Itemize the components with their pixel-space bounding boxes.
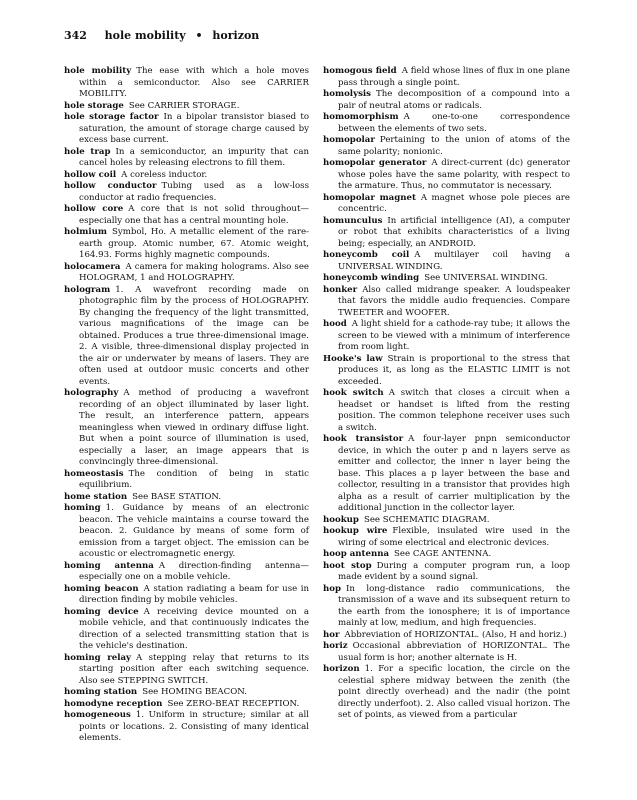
entry-term: hollow conductor [64,181,157,191]
entry-definition: 1. A wavefront recording made on photographic film by the process of HOLOGRAPHY. By changing the frequency of the light transmitted, various magnifications of the image can be obtained. Produces a true three-dimensional image. 2. A visible, three-dimensional display projected in the air or underwater by means of lasers. They are often used at outdoor music concerts and other events. [79,284,309,387]
dictionary-entry [64,561,309,584]
entry-definition: In artificial intelligence (AI), a computer or robot that exhibits characteristics of a living being; especially, an ANDROID. [338,215,570,249]
entry-term: hookup wire [323,526,388,536]
entry-definition: A method of producing a wavefront recording of an object illuminated by laser light. The result, an interference pattern, appears meaningless when viewed in ordinary diffuse light. But when a point source of illumination is used, especially a laser, an image appears that is convincingly three-dimensional. [79,388,309,467]
entry-term: homeostasis [64,468,124,479]
entry-definition: Symbol, Ho. A metallic element of the rare-earth group. Atomic number, 67. Atomic weight, 164.93. Forms highly magnetic compounds. [79,227,309,260]
dictionary-entry [64,710,309,745]
entry-definition: See ZERO-BEAT RECEPTION. [167,698,300,709]
dictionary-entry [64,584,309,607]
dictionary-entry [64,699,309,711]
entry-definition: Also called midrange speaker. A loudspeaker that favors the middle audio frequencies. Compare TWEETER and WOOFER. [338,284,570,318]
entry-term: hollow core [64,204,124,214]
entry-definition: A light shield for a cathode-ray tube; it allows the screen to be viewed with a minimum of interference from room light. [338,319,570,352]
dictionary-entry [323,515,570,527]
entry-definition: During a computer program run, a loop made evident by a sound signal. [338,560,570,582]
dictionary-entry [64,66,309,101]
entry-term: homopolar generator [323,158,427,168]
dictionary-entry [323,526,570,549]
entry-definition: A coreless inductor. [121,169,208,180]
dictionary-entry [323,158,570,193]
entry-definition: The condition of being in static equilibrium. [79,468,309,490]
dictionary-entry [323,584,570,630]
entry-term: hor [323,629,340,640]
entry-definition: A switch that closes a circuit when a headset or handset is lifted from the resting position. The common telephone receiver uses such a switch. [338,388,571,433]
entry-definition: 1. Guidance by means of an electronic beacon. The vehicle maintains a course toward the beacon. 2. Guidance by means of some form of emission from a target object. The emission can be acoustic or electromagnetic energy. [79,503,309,559]
dictionary-entry [64,653,309,688]
right-column [323,66,570,722]
entry-definition: A one-to-one correspondence between the elements of two sets. [338,112,570,134]
header-separator: • [195,29,203,42]
entry-term: honeycomb coil [323,250,410,260]
entry-term: homing station [64,687,138,697]
entry-definition: A core that is not solid throughout—especially one that has a central mounting hole. [79,204,310,226]
entry-term: homing beacon [64,583,139,594]
left-column [64,66,309,745]
dictionary-entry [64,181,309,204]
dictionary-entry [323,561,570,584]
entry-term: hologram [64,284,111,295]
entry-definition: A four-layer pnpn semiconductor device, in which the outer p and n layers serve as emitter and collector, the inner n layer being the base. This places a p layer between the base and collector, resulting in a transistor that provides high alpha as a result of carrier multiplication by the additional junction in the collector layer. [338,434,570,513]
entry-definition: The decomposition of a compound into a pair of neutral atoms or radicals. [338,89,570,111]
entry-term: home station [64,491,128,502]
dictionary-entry [64,285,309,389]
entry-definition: A direct-current (dc) generator whose poles have the same polarity, with respect to the armature. Thus, no commutator is necessary. [338,158,570,191]
dictionary-entry [64,204,309,227]
dictionary-entry [64,687,309,699]
entry-term: hood [323,319,347,329]
entry-term: horiz [323,641,348,651]
entry-term: homunculus [323,215,383,226]
dictionary-entry [64,388,309,469]
entry-term: horizon [323,664,360,674]
entry-term: hoop antenna [323,549,390,559]
entry-term: honker [323,284,358,295]
entry-term: hoot stop [323,560,372,571]
entry-definition: Strain is proportional to the stress that produces it, as long as the ELASTIC LIMIT is not exceeded. [338,353,570,387]
dictionary-entry [323,135,570,158]
dictionary-entry [323,549,570,561]
dictionary-entry [323,89,570,112]
dictionary-entry [64,607,309,653]
entry-term: hookup [323,514,359,525]
dictionary-entry [323,641,570,664]
dictionary-entry [323,250,570,273]
dictionary-entry [323,630,570,642]
entry-definition: Pertaining to the union of atoms of the same polarity; nonionic. [338,135,570,157]
entry-definition: See CAGE ANTENNA. [394,549,492,559]
entry-definition: A station radiating a beam for use in direction finding by mobile vehicles. [79,583,309,605]
entry-term: hole storage factor [64,112,159,122]
entry-term: homogous field [323,66,397,76]
entry-term: Hooke's law [323,353,383,364]
dictionary-entry [323,664,570,722]
dictionary-entry [64,101,309,113]
dictionary-entry [64,112,309,147]
entry-definition: Flexible, insulated wire used in the wiring of some electrical and electronic devices. [338,526,570,548]
entry-term: homolysis [323,89,372,99]
entry-definition: A field whose lines of flux in one plane pass through a single point. [338,66,570,88]
entry-definition: A direction-finding antenna—especially one on a mobile vehicle. [79,560,309,582]
dictionary-entry [64,492,309,504]
entry-term: homomorphism [323,112,399,122]
entry-definition: See SCHEMATIC DIAGRAM. [363,514,490,525]
entry-definition: Occasional abbreviation of HORIZONTAL. The usual form is hor; another alternate is H. [338,641,570,663]
entry-term: homodyne reception [64,698,163,709]
dictionary-entry [64,469,309,492]
dictionary-entry [323,319,570,354]
dictionary-entry [64,262,309,285]
entry-definition: 1. Uniform in structure; similar at all points or locations. 2. Consisting of many identical elements. [79,710,309,743]
dictionary-entry [323,388,570,434]
entry-term: hop [323,583,341,594]
entry-definition: Abbreviation of HORIZONTAL. (Also, H and horiz.) [344,629,567,640]
guide-word-right: horizon [212,29,260,42]
dictionary-entry [64,147,309,170]
entry-definition: See UNIVERSAL WINDING. [424,273,548,283]
dictionary-entry [323,216,570,251]
entry-definition: In a semiconductor, an impurity that can cancel holes by releasing electrons to fill them. [79,146,309,168]
entry-term: hole storage [64,100,124,111]
entry-definition: Tubing used as a low-loss conductor at radio frequencies. [79,181,309,203]
entry-definition: A stepping relay that returns to its starting position after each switching sequence. Also see STEPPING SWITCH. [79,652,309,686]
entry-term: homing relay [64,652,132,663]
entry-term: homing device [64,606,139,617]
entry-term: hole trap [64,146,111,157]
entry-definition: The ease with which a hole moves within a semiconductor. Also see CARRIER MOBILITY. [79,66,310,99]
entry-term: hollow coil [64,169,117,180]
dictionary-entry [323,112,570,135]
entry-term: homopolar magnet [323,192,416,203]
entry-definition: 1. For a specific location, the circle on the celestial sphere midway between the zenith (the point directly overhead) and the nadir (the point directly underfoot). 2. Also called visual horizon. The set of points, as viewed from a particular [338,664,570,720]
entry-term: holmium [64,227,107,237]
dictionary-entry [323,354,570,389]
entry-term: hole mobility [64,66,132,76]
dictionary-entry [323,273,570,285]
entry-definition: In a bipolar transistor biased to saturation, the amount of storage charge caused by excess base current. [79,112,309,145]
entry-definition: A camera for making holograms. Also see HOLOGRAM, 1 and HOLOGRAPHY. [79,261,309,283]
dictionary-entry [64,227,309,262]
dictionary-entry [64,503,309,561]
entry-term: homing [64,503,101,513]
entry-term: hook switch [323,388,384,398]
entry-term: homogeneous [64,710,131,720]
dictionary-entry [323,66,570,89]
dictionary-entry [64,170,309,182]
entry-term: hook transistor [323,434,404,444]
entry-term: holography [64,388,119,398]
dictionary-entry [323,434,570,515]
entry-term: homopolar [323,135,375,145]
entry-definition: See BASE STATION. [132,491,222,502]
entry-definition: A multilayer coil having a UNIVERSAL WINDING. [338,250,570,272]
page-number: 342 [64,29,87,42]
entry-term: holocamera [64,261,121,272]
running-header [64,29,259,42]
entry-definition: A magnet whose pole pieces are concentric. [338,192,570,214]
entry-term: homing antenna [64,560,154,571]
entry-term: honeycomb winding [323,273,420,283]
entry-definition: See HOMING BEACON. [142,687,247,697]
dictionary-entry [323,193,570,216]
dictionary-entry [323,285,570,320]
guide-word-left: hole mobility [104,29,186,42]
entry-definition: In long-distance radio communications, the transmission of a wave and its subsequent return to the earth from the ionosphere; it is of importance mainly at low, medium, and high frequencies. [338,583,570,628]
entry-definition: See CARRIER STORAGE. [128,100,240,111]
entry-definition: A receiving device mounted on a mobile vehicle, and that continuously indicates the direction of a selected transmitting station that is the vehicle's destination. [79,606,309,651]
